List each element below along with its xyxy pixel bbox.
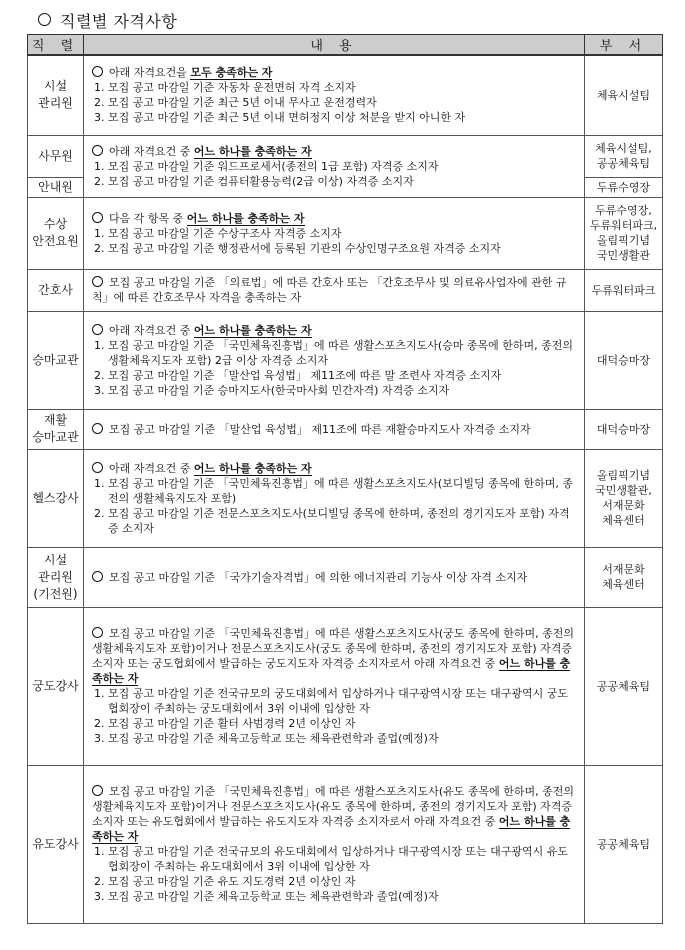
list-item: 3. 모집 공고 마감일 기준 승마지도사(한국마사회 민간자격) 자격증 소지자 — [94, 383, 450, 397]
dept-cell: 두류수영장 — [585, 177, 663, 197]
table-row — [28, 765, 663, 923]
circle-bullet-icon — [92, 66, 103, 77]
section-heading — [38, 9, 177, 32]
dept-cell: 대덕승마장 — [585, 409, 663, 449]
content-cell: 모집 공고 마감일 기준 「국민체육진흥법」에 따른 생활스포츠지도사(유도 종목에 한하며, 종전의 생활체육지도자 포함)이거나 전문스포츠지도사(유도 종목에 한하며, 종전의 경기지도자 포함) 자격증 소지자 또는 유도협회에서 발급하는 유도지도자 자격증 소지자로서 아래 자격요건 중 어느 하나를 충족하는 자 1. 모집 공고 마감일 기준 전국규모의 유도대회에서 입상하거나 대구광역시장 또는 대구광역시 유도협회장이 주최하는 유도대회에서 3위 이내에 입상한 자 2. 모집 공고 마감일 기준 유도 지도경력 2년 이상인 자 3. 모집 공고 마감일 기준 체육고등학교 또는 체육관련학과 졸업(예정)자 — [84, 765, 585, 923]
circle-bullet-icon — [92, 276, 103, 287]
role-cell: 수상 안전요원 — [28, 197, 84, 269]
circle-bullet-icon — [92, 145, 103, 156]
list-item: 1. 모집 공고 마감일 기준 「국민체육진흥법」에 따른 생활스포츠지도사(승마 종목에 한하며, 종전의 생활체육지도자 포함) 2급 이상 자격증 소지자 — [94, 338, 574, 367]
role-cell: 시설 관리원 — [28, 55, 84, 135]
list-item: 2. 모집 공고 마감일 기준 「말산업 육성법」 제11조에 따른 말 조련사 자격증 소지자 — [94, 368, 502, 382]
dept-cell: 서재문화 체육센터 — [585, 547, 663, 607]
dept-cell: 공공체육팀 — [585, 765, 663, 923]
role-cell: 승마교관 — [28, 311, 84, 409]
circle-bullet-icon — [92, 423, 103, 434]
circle-bullet-icon — [92, 462, 103, 473]
table-header-row — [28, 35, 663, 56]
circle-bullet-icon — [92, 627, 103, 638]
role-cell: 유도강사 — [28, 765, 84, 923]
list-item: 1. 모집 공고 마감일 기준 전국규모의 궁도대회에서 입상하거나 대구광역시장 또는 대구광역시 궁도협회장이 주최하는 궁도대회에서 3위 이내에 입상한 자 — [94, 687, 568, 715]
content-cell: 아래 자격요건 중 어느 하나를 충족하는 자 1. 모집 공고 마감일 기준 「국민체육진흥법」에 따른 생활스포츠지도사(보디빌딩 종목에 한하며, 종전의 생활체육지도자 포함) 2. 모집 공고 마감일 기준 전문스포츠지도사(보디빌딩 종목에 한하며, 종전의 경기지도자 포함) 자격증 소지자 — [84, 449, 585, 547]
table-row — [28, 607, 663, 765]
content-cell: 모집 공고 마감일 기준 「국가기술자격법」에 의한 에너지관리 기능사 이상 자격 소지자 — [84, 547, 585, 607]
list-item: 3. 모집 공고 마감일 기준 체육고등학교 또는 체육관련학과 졸업(예정)자 — [94, 890, 439, 903]
circle-bullet-icon — [92, 324, 103, 335]
list-item: 2. 모집 공고 마감일 기준 컴퓨터활용능력(2급 이상) 자격증 소지자 — [94, 174, 414, 188]
dept-cell: 체육시설팀, 공공체육팀 — [585, 135, 663, 177]
content-cell: 아래 자격요건을 모두 충족하는 자 1. 모집 공고 마감일 기준 자동차 운전면허 자격 소지자 2. 모집 공고 마감일 기준 최근 5년 이내 무사고 운전경력자 3. 모집 공고 마감일 기준 최근 5년 이내 면허정지 이상 처분을 받지 아니한 자 — [84, 55, 585, 135]
list-item: 3. 모집 공고 마감일 기준 최근 5년 이내 면허정지 이상 처분을 받지 아니한 자 — [94, 111, 466, 125]
table-row — [28, 269, 663, 311]
content-cell: 모집 공고 마감일 기준 「국민체육진흥법」에 따른 생활스포츠지도사(궁도 종목에 한하며, 종전의 생활체육지도자 포함)이거나 전문스포츠지도사(궁도 종목에 한하며, 종전의 경기지도자 포함) 자격증 소지자 또는 궁도협회에서 발급하는 궁도지도자 자격증 소지자로서 아래 자격요건 중 어느 하나를 충족하는 자 1. 모집 공고 마감일 기준 전국규모의 궁도대회에서 입상하거나 대구광역시장 또는 대구광역시 궁도협회장이 주최하는 궁도대회에서 3위 이내에 입상한 자 2. 모집 공고 마감일 기준 활터 사범경력 2년 이상인 자 3. 모집 공고 마감일 기준 체육고등학교 또는 체육관련학과 졸업(예정)자 — [84, 607, 585, 765]
role-cell: 재활 승마교관 — [28, 409, 84, 449]
list-item: 1. 모집 공고 마감일 기준 「국민체육진흥법」에 따른 생활스포츠지도사(보디빌딩 종목에 한하며, 종전의 생활체육지도자 포함) — [94, 476, 574, 505]
dept-cell: 공공체육팀 — [585, 607, 663, 765]
table-row — [28, 135, 663, 177]
list-item: 2. 모집 공고 마감일 기준 최근 5년 이내 무사고 운전경력자 — [94, 96, 377, 110]
role-cell: 사무원 — [28, 135, 84, 177]
header-dept: 부 서 — [585, 35, 663, 56]
table-row — [28, 409, 663, 449]
list-item: 1. 모집 공고 마감일 기준 자동차 운전면허 자격 소지자 — [94, 81, 356, 95]
header-role: 직 렬 — [28, 35, 84, 56]
list-item: 3. 모집 공고 마감일 기준 체육고등학교 또는 체육관련학과 졸업(예정)자 — [94, 732, 439, 745]
circle-bullet-icon — [38, 13, 51, 26]
list-item: 1. 모집 공고 마감일 기준 수상구조사 자격증 소지자 — [94, 226, 342, 240]
table-row — [28, 311, 663, 409]
list-item: 1. 모집 공고 마감일 기준 워드프로세서(종전의 1급 포함) 자격증 소지자 — [94, 159, 439, 173]
dept-cell: 대덕승마장 — [585, 311, 663, 409]
qualification-table — [27, 34, 663, 924]
content-cell: 아래 자격요건 중 어느 하나를 충족하는 자 1. 모집 공고 마감일 기준 「국민체육진흥법」에 따른 생활스포츠지도사(승마 종목에 한하며, 종전의 생활체육지도자 포함) 2급 이상 자격증 소지자 2. 모집 공고 마감일 기준 「말산업 육성법」 제11조에 따른 말 조련사 자격증 소지자 3. 모집 공고 마감일 기준 승마지도사(한국마사회 민간자격) 자격증 소지자 — [84, 311, 585, 409]
list-item: 2. 모집 공고 마감일 기준 유도 지도경력 2년 이상인 자 — [94, 875, 356, 888]
section-heading-text: 직렬별 자격사항 — [60, 12, 178, 31]
content-cell: 다음 각 항목 중 어느 하나를 충족하는 자 1. 모집 공고 마감일 기준 수상구조사 자격증 소지자 2. 모집 공고 마감일 기준 행정관서에 등록된 기관의 수상인명구조요원 자격증 소지자 — [84, 197, 585, 269]
circle-bullet-icon — [92, 571, 103, 582]
content-cell: 모집 공고 마감일 기준 「말산업 육성법」 제11조에 따른 재활승마지도사 자격증 소지자 — [84, 409, 585, 449]
dept-cell: 체육시설팀 — [585, 55, 663, 135]
role-cell: 시설 관리원 (기전원) — [28, 547, 84, 607]
table-row — [28, 547, 663, 607]
role-cell: 헬스강사 — [28, 449, 84, 547]
role-cell: 안내원 — [28, 177, 84, 197]
table-row — [28, 55, 663, 135]
dept-cell: 두류워터파크 — [585, 269, 663, 311]
content-cell: 모집 공고 마감일 기준 「의료법」에 따른 간호사 또는 「간호조무사 및 의료유사업자에 관한 규칙」에 따른 간호조무사 자격을 충족하는 자 — [84, 269, 585, 311]
dept-cell: 두류수영장, 두류워터파크, 올림픽기념 국민생활관 — [585, 197, 663, 269]
circle-bullet-icon — [92, 212, 103, 223]
list-item: 2. 모집 공고 마감일 기준 전문스포츠지도사(보디빌딩 종목에 한하며, 종전의 경기지도자 포함) 자격증 소지자 — [94, 506, 570, 535]
role-cell: 궁도강사 — [28, 607, 84, 765]
role-cell: 간호사 — [28, 269, 84, 311]
list-item: 1. 모집 공고 마감일 기준 전국규모의 유도대회에서 입상하거나 대구광역시장 또는 대구광역시 유도협회장이 주최하는 유도대회에서 3위 이내에 입상한 자 — [94, 845, 568, 873]
dept-cell: 올림픽기념 국민생활관, 서재문화 체육센터 — [585, 449, 663, 547]
list-item: 2. 모집 공고 마감일 기준 행정관서에 등록된 기관의 수상인명구조요원 자격증 소지자 — [94, 241, 501, 255]
header-content: 내 용 — [84, 35, 585, 56]
table-row — [28, 197, 663, 269]
circle-bullet-icon — [92, 785, 103, 796]
list-item: 2. 모집 공고 마감일 기준 활터 사범경력 2년 이상인 자 — [94, 717, 356, 730]
content-cell: 아래 자격요건 중 어느 하나를 충족하는 자 1. 모집 공고 마감일 기준 워드프로세서(종전의 1급 포함) 자격증 소지자 2. 모집 공고 마감일 기준 컴퓨터활용능력(2급 이상) 자격증 소지자 — [84, 135, 585, 197]
table-row — [28, 449, 663, 547]
